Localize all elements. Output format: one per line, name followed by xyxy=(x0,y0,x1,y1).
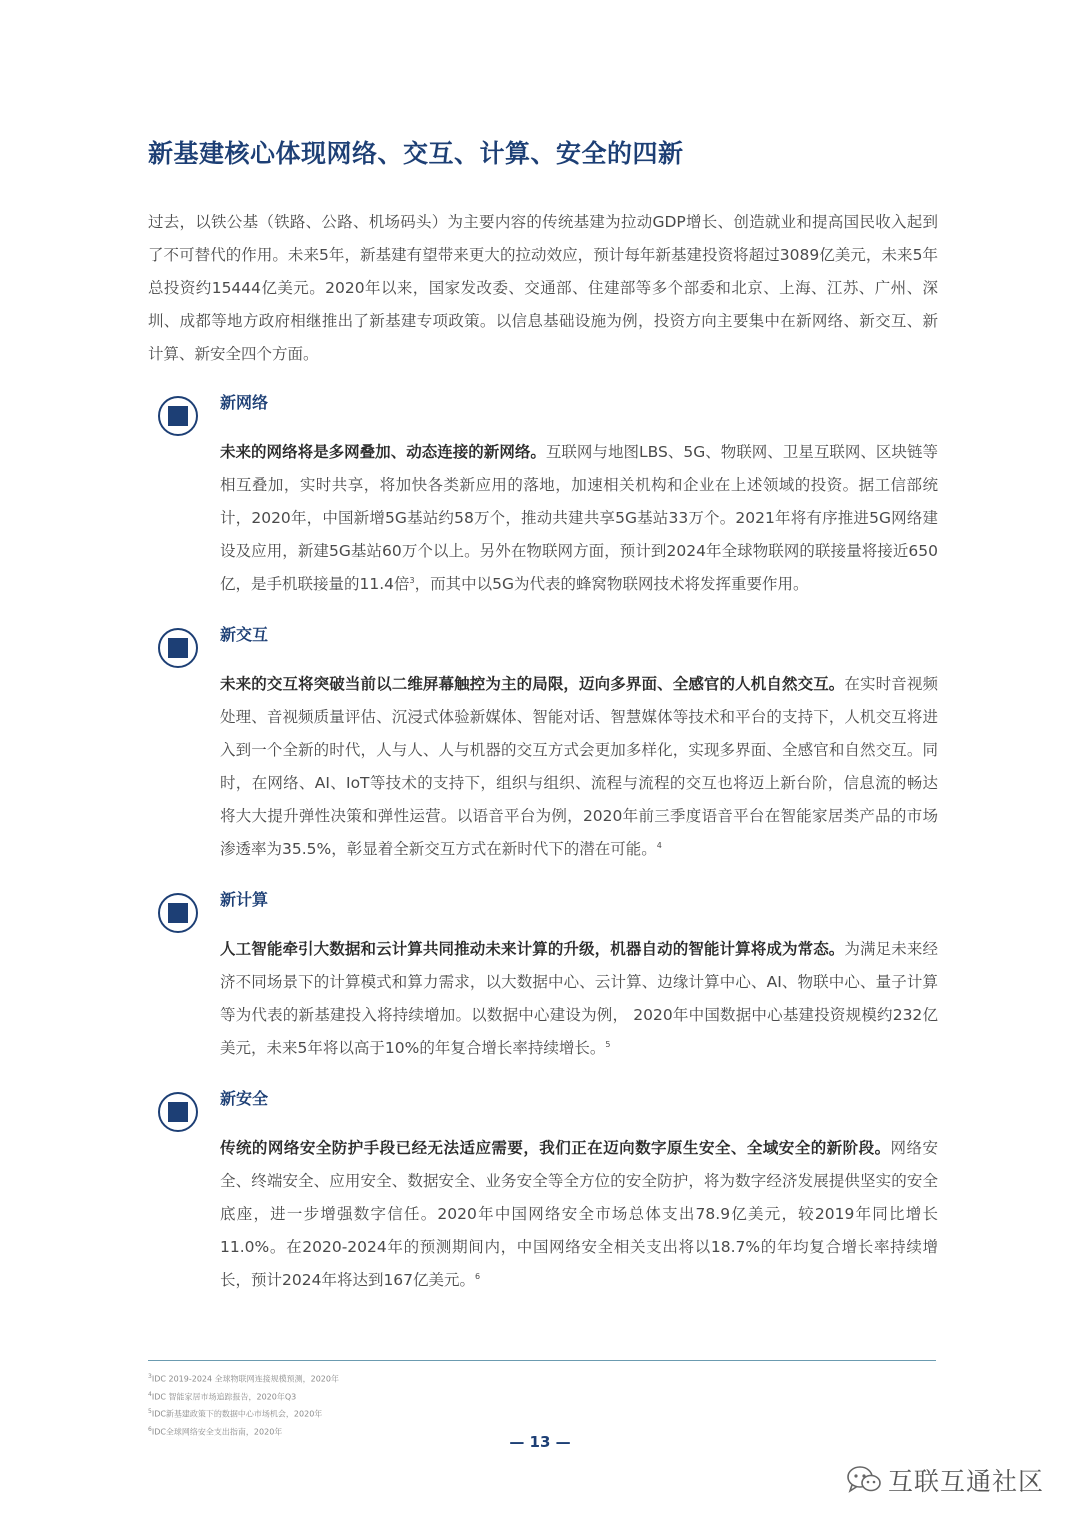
footnote-ref: 3 xyxy=(409,575,415,585)
section-lead: 未来的网络将是多网叠加、动态连接的新网络。 xyxy=(220,443,546,461)
section-body xyxy=(220,436,938,601)
section-body xyxy=(220,933,938,1065)
footnote-text: IDC新基建政策下的数据中心市场机会，2020年 xyxy=(151,1409,323,1419)
section-lead: 未来的交互将突破当前以二维屏幕触控为主的局限，迈向多界面、全感官的人机自然交互。 xyxy=(220,675,845,693)
footnote-item xyxy=(148,1404,339,1422)
footnote-text: IDC 智能家居市场追踪报告，2020年Q3 xyxy=(151,1392,297,1402)
page-number: — 13 — xyxy=(509,1433,571,1451)
footnote-ref: 4 xyxy=(656,840,662,850)
footnote-text: IDC全球网络安全支出指南，2020年 xyxy=(151,1427,283,1437)
footnote-text: IDC 2019-2024 全球物联网连接规模预测，2020年 xyxy=(151,1374,339,1384)
footnote-number: 4 xyxy=(148,1390,152,1398)
footnote-number: 3 xyxy=(148,1373,152,1380)
watermark-text: 互联互通社区 xyxy=(888,1467,1045,1496)
footnote-item xyxy=(148,1387,339,1405)
square-badge-icon xyxy=(158,1092,198,1132)
intro-paragraph: 过去，以铁公基（铁路、公路、机场码头）为主要内容的传统基建为拉动GDP增长、创造就业和提高国民收入起到了不可替代的作用。未来5年，新基建有望带来更大的拉动效应，预计每年新基建投资将超过3089亿美元，未来5年总投资约15444亿美元。2020年以来，国家发改委、交通部、住建部等多个部委和北京、上海、江苏、广州、深圳、成都等地方政府相继推出了新基建专项政策。以信息基础设施为例，投资方向主要集中在新网络、新交互、新计算、新安全四个方面。 xyxy=(148,213,938,363)
square-badge-icon xyxy=(158,628,198,668)
page-title: 新基建核心体现网络、交互、计算、安全的四新 xyxy=(148,139,684,168)
footnote-ref: 6 xyxy=(475,1271,481,1281)
footnote-divider xyxy=(148,1360,936,1361)
footnote-item xyxy=(148,1369,339,1387)
section-body xyxy=(220,1132,938,1297)
section-text: 为满足未来经济不同场景下的计算模式和算力需求，以大数据中心、云计算、边缘计算中心、AI、物联中心、量子计算等为代表的新基建投入将持续增加。以数据中心建设为例， 2020年中国数据中心基建投资规模约232亿美元，未来5年将以高于10%的年复合增长率持续增长。 xyxy=(220,940,938,1057)
section-text-tail: ，而其中以5G为代表的蜂窝物联网技术将发挥重要作用。 xyxy=(414,575,809,593)
footnote-number: 6 xyxy=(148,1425,152,1433)
section-heading: 新交互 xyxy=(220,625,269,644)
watermark xyxy=(846,1460,1044,1500)
section-lead: 传统的网络安全防护手段已经无法适应需要，我们正在迈向数字原生安全、全域安全的新阶段。 xyxy=(220,1139,891,1157)
wechat-logo-icon xyxy=(846,1465,882,1495)
section-lead: 人工智能牵引大数据和云计算共同推动未来计算的升级，机器自动的智能计算将成为常态。 xyxy=(220,940,845,958)
footnote-ref: 5 xyxy=(605,1039,611,1049)
square-badge-icon xyxy=(158,893,198,933)
section-body xyxy=(220,668,938,866)
section-heading: 新计算 xyxy=(220,890,269,909)
section-text: 互联网与地图LBS、5G、物联网、卫星互联网、区块链等相互叠加，实时共享，将加快各类新应用的落地，加速相关机构和企业在上述领域的投资。据工信部统计，2020年，中国新增5G基站约58万个，推动共建共享5G基站33万个。2021年将有序推进5G网络建设及应用，新建5G基站60万个以上。另外在物联网方面，预计到2024年全球物联网的联接量将接近650亿，是手机联接量的11.4倍 xyxy=(220,443,938,593)
footnote-number: 5 xyxy=(148,1408,152,1416)
section-text: 在实时音视频处理、音视频质量评估、沉浸式体验新媒体、智能对话、智慧媒体等技术和平台的支持下，人机交互将进入到一个全新的时代，人与人、人与机器的交互方式会更加多样化，实现多界面、全感官和自然交互。同时，在网络、AI、IoT等技术的支持下，组织与组织、流程与流程的交互也将迈上新台阶，信息流的畅达将大大提升弹性决策和弹性运营。以语音平台为例，2020年前三季度语音平台在智能家居类产品的市场渗透率为35.5%，彰显着全新交互方式在新时代下的潜在可能。 xyxy=(220,675,938,858)
section-heading: 新安全 xyxy=(220,1089,269,1108)
section-text: 网络安全、终端安全、应用安全、数据安全、业务安全等全方位的安全防护，将为数字经济发展提供坚实的安全底座，进一步增强数字信任。2020年中国网络安全市场总体支出78.9亿美元，较2019年同比增长11.0%。在2020-2024年的预测期间内，中国网络安全相关支出将以18.7%的年均复合增长率持续增长，预计2024年将达到167亿美元。 xyxy=(220,1139,938,1289)
square-badge-icon xyxy=(158,396,198,436)
section-heading: 新网络 xyxy=(220,393,269,412)
